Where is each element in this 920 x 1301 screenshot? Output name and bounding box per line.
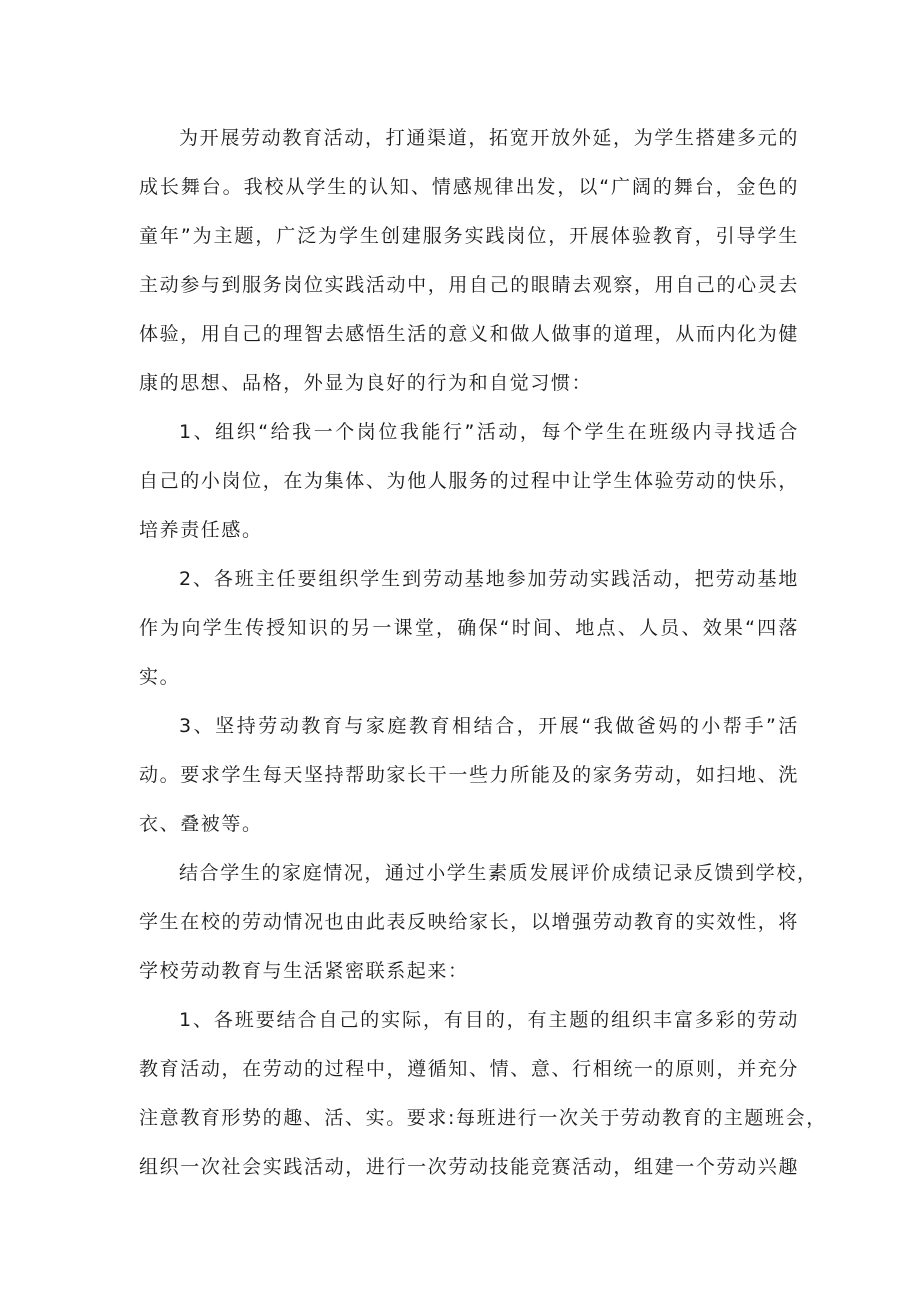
text-line: 衣、叠被等。 [139,813,263,835]
text-line: 教育活动，在劳动的过程中，遵循知、情、意、行相统一的原则，并充分 [139,1058,799,1080]
text-line: 学校劳动教育与生活紧密联系起来： [139,960,469,982]
text-line: 童年”为主题，广泛为学生创建服务实践岗位，开展体验教育，引导学生 [139,225,799,247]
text-line: 结合学生的家庭情况，通过小学生素质发展评价成绩记录反馈到学校， [179,862,818,884]
text-line: 主动参与到服务岗位实践活动中，用自己的眼睛去观察，用自己的心灵去 [139,274,799,296]
text-line: 培养责任感。 [139,519,263,541]
text-line: 1、组织“给我一个岗位我能行”活动，每个学生在班级内寻找适合 [179,421,799,443]
text-line: 2、各班主任要组织学生到劳动基地参加劳动实践活动，把劳动基地 [179,568,799,590]
text-line: 注意教育形势的趣、活、实。要求:每班进行一次关于劳动教育的主题班会， [139,1107,827,1129]
text-line: 作为向学生传授知识的另一课堂，确保“时间、地点、人员、效果“四落 [139,617,799,639]
text-line: 组织一次社会实践活动，进行一次劳动技能竞赛活动，组建一个劳动兴趣 [139,1156,799,1178]
text-line: 学生在校的劳动情况也由此表反映给家长，以增强劳动教育的实效性，将 [139,911,799,933]
text-line: 1、各班要结合自己的实际，有目的，有主题的组织丰富多彩的劳动 [179,1009,799,1031]
text-line: 成长舞台。我校从学生的认知、情感规律出发，以“广阔的舞台，金色的 [139,176,799,198]
text-line: 动。要求学生每天坚持帮助家长干一些力所能及的家务劳动，如扫地、洗 [139,764,799,786]
text-line: 实。 [139,666,181,688]
text-line: 体验，用自己的理智去感悟生活的意义和做人做事的道理，从而内化为健 [139,323,799,345]
text-line: 康的思想、品格，外显为良好的行为和自觉习惯： [139,372,593,394]
text-line: 自己的小岗位，在为集体、为他人服务的过程中让学生体验劳动的快乐， [139,470,799,492]
text-line: 3、坚持劳动教育与家庭教育相结合，开展“我做爸妈的小帮手”活 [179,715,799,737]
text-line: 为开展劳动教育活动，打通渠道，拓宽开放外延，为学生搭建多元的 [179,127,799,149]
